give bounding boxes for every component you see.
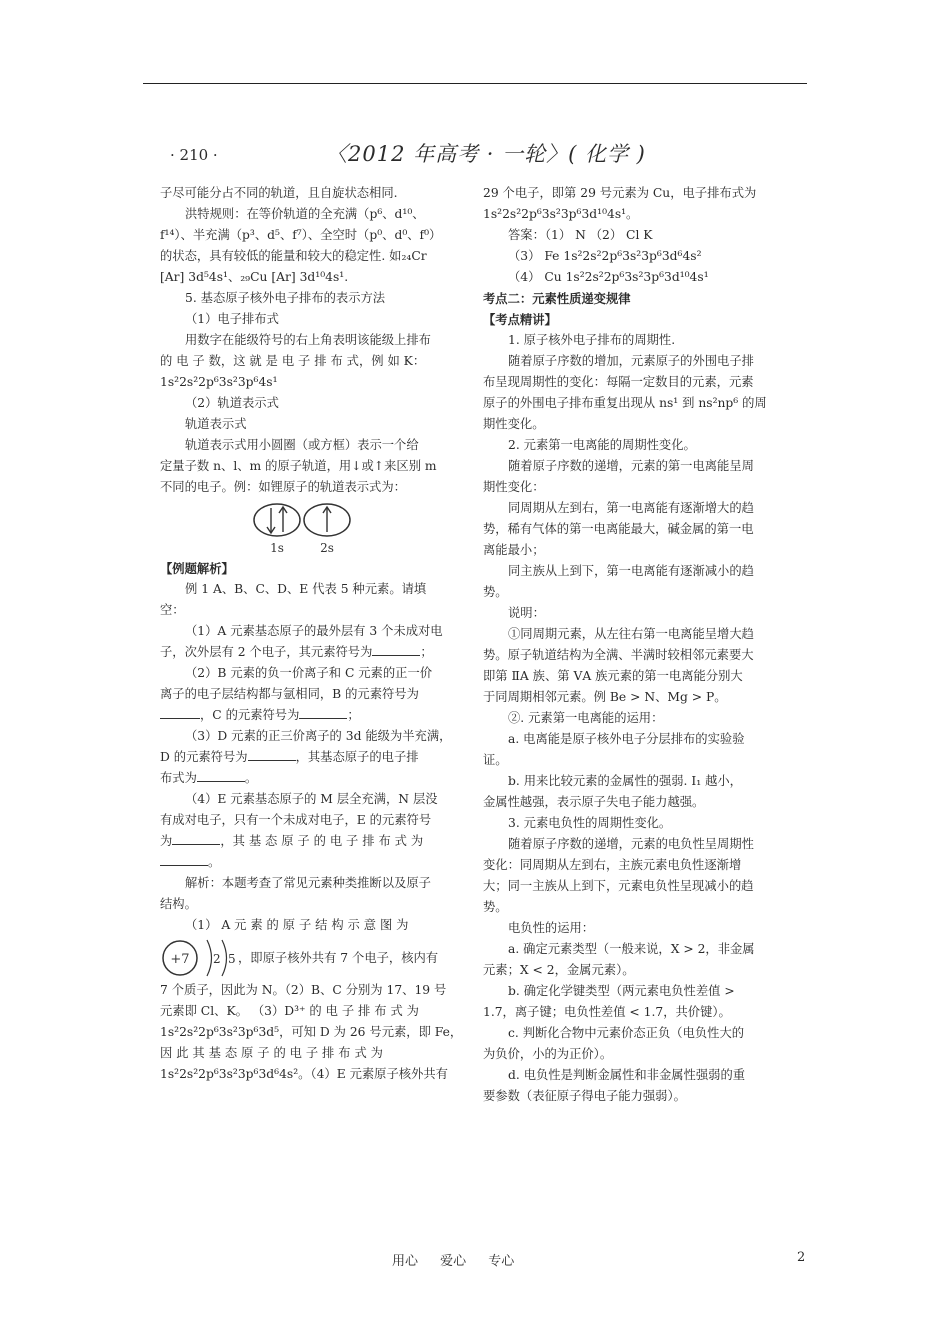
- answer-blank: [299, 706, 347, 719]
- text-line: 离能最小；: [483, 543, 545, 557]
- text-line: b. 确定化学键类型（两元素电负性差值 >: [508, 984, 735, 998]
- text-line: 势。: [483, 900, 508, 914]
- footer-page-number: 2: [797, 1250, 806, 1265]
- text-line: 随着原子序数的递增，元素的电负性呈周期性: [508, 837, 754, 851]
- text-line: 随着原子序数的递增，元素的第一电离能呈周: [508, 459, 754, 473]
- right-column: [483, 183, 779, 1107]
- text-line: 布式为 。: [160, 771, 258, 785]
- text-line: （4）E 元素基态原子的 M 层全充满，N 层没: [185, 792, 438, 806]
- answer-line: 答案：（1） N （2） Cl K: [508, 228, 653, 242]
- text-line: 例 1 A、B、C、D、E 代表 5 种元素。请填: [185, 582, 427, 596]
- text-line: 大；同一主族从上到下，元素电负性呈现减小的趋: [483, 879, 754, 893]
- text-line: 1s²2s²2p⁶3s²3p⁶3d¹⁰4s¹。: [483, 207, 639, 221]
- text-line: 为 ，其 基 态 原 子 的 电 子 排 布 式 为: [160, 834, 424, 848]
- text-line: 29 个电子，即第 29 号元素为 Cu，电子排布式为: [483, 186, 757, 200]
- left-column: [160, 183, 463, 1085]
- book-page-number: · 210 ·: [170, 146, 218, 164]
- orbital-label-1s: 1s: [270, 541, 284, 555]
- answer-blank: [160, 853, 208, 866]
- section-heading: 5. 基态原子核外电子排布的表示方法: [185, 291, 386, 305]
- text-line: （1） A 元 素 的 原 子 结 构 示 意 图 为: [185, 918, 409, 932]
- text-line: 期性变化：: [483, 480, 545, 494]
- nucleus-charge: +7: [170, 952, 190, 967]
- text-line: 1.7，离子键；电负性差值 < 1.7，共价键）。: [483, 1005, 731, 1019]
- text-line: 3. 元素电负性的周期性变化。: [508, 816, 672, 830]
- electron-config-example: 1s²2s²2p⁶3s²3p⁶4s¹: [160, 375, 278, 389]
- running-header-title: 〈2012 年高考 · 一轮〉( 化学 ): [326, 142, 646, 166]
- text-line: 势，稀有气体的第一电离能最大，碱金属的第一电: [483, 522, 754, 536]
- orbital-label-2s: 2s: [320, 541, 334, 555]
- text-line: 势。原子轨道结构为全满、半满时较相邻元素要大: [483, 648, 754, 662]
- text-line: （2）B 元素的负一价离子和 C 元素的正一价: [185, 666, 433, 680]
- text-line: ，C 的元素符号为 ；: [160, 705, 456, 726]
- text-line: 说明：: [508, 606, 545, 620]
- text-line: 金属性越强，表示原子失电子能力越强。: [483, 795, 705, 809]
- text-line: 2. 元素第一电离能的周期性变化。: [508, 438, 696, 452]
- text-line: 元素；X < 2，金属元素）。: [483, 963, 635, 977]
- text-line: 7 个质子，因此为 N。（2）B、C 分别为 17、19 号: [160, 983, 447, 997]
- header-rule: [143, 83, 807, 84]
- text-line: ①同周期元素，从左往右第一电离能呈增大趋: [508, 627, 754, 641]
- answer-line: （3） Fe 1s²2s²2p⁶3s²3p⁶3d⁶4s²: [508, 249, 702, 263]
- text-line: 为负价，小的为正价）。: [483, 1047, 613, 1061]
- text-line: a. 电离能是原子核外电子分层排布的实验验: [508, 732, 745, 746]
- text-line: 1s²2s²2p⁶3s²3p⁶3d⁵，可知 D 为 26 号元素，即 Fe，: [160, 1025, 463, 1039]
- spin-down-arrow: [267, 508, 275, 533]
- text-line: d. 电负性是判断金属性和非金属性强弱的重: [508, 1068, 746, 1082]
- text-line: 的 电 子 数，这 就 是 电 子 排 布 式，例 如 K：: [160, 354, 426, 368]
- text-line: c. 判断化合物中元素价态正负（电负性大的: [508, 1026, 745, 1040]
- orbital-1s-circle: [254, 504, 300, 536]
- text-line: 即第 ⅡA 族、第 ⅤA 族元素的第一电离能分别大: [483, 669, 743, 683]
- text-line: 随着原子序数的增加，元素原子的外围电子排: [508, 354, 754, 368]
- analysis-line: 解析：本题考查了常见元素种类推断以及原子: [185, 876, 431, 890]
- subsection-heading: （2）轨道表示式: [185, 396, 279, 410]
- text-line: 1s²2s²2p⁶3s²3p⁶3d⁶4s²。（4）E 元素原子核外共有: [160, 1067, 448, 1081]
- text-line: 有成对电子，只有一个未成对电子，E 的元素符号: [160, 813, 432, 827]
- text-line: 1. 原子核外电子排布的周期性.: [508, 333, 676, 347]
- text-line: （3）D 元素的正三价离子的 3d 能级为半充满，: [185, 729, 452, 743]
- text-line: 的状态，具有较低的能量和较大的稳定性. 如₂₄Cr: [160, 249, 427, 263]
- answer-blank: [248, 748, 296, 761]
- shell-electron-count: 2: [213, 952, 221, 966]
- text-line: （1）A 元素基态原子的最外层有 3 个未成对电: [185, 624, 443, 638]
- shell-electron-count: 5: [228, 952, 236, 966]
- section-heading: 考点二：元素性质递变规律: [483, 291, 631, 306]
- text-line: 元素即 Cl、K。 （3）D³⁺ 的 电 子 排 布 式 为: [160, 1004, 419, 1018]
- text-line: 电负性的运用：: [508, 921, 595, 935]
- text-line: 原子的外围电子排布重复出现从 ns¹ 到 ns²np⁶ 的周: [483, 396, 767, 410]
- text-line: 不同的电子。例：如锂原子的轨道表示式为：: [160, 480, 406, 494]
- text-line: b. 用来比较元素的金属性的强弱. I₁ 越小，: [508, 774, 742, 788]
- text-line: 于同周期相邻元素。例 Be > N、Mg > P。: [483, 690, 727, 704]
- nitrogen-atom-structure: [160, 936, 456, 980]
- text-line: D 的元素符号为 ，其基态原子的电子排: [160, 750, 419, 764]
- text-line: 子，次外层有 2 个电子，其元素符号为 ；: [160, 645, 433, 659]
- text-line: 用数字在能级符号的右上角表明该能级上排布: [185, 333, 431, 347]
- text-line: a. 确定元素类型（一般来说，X > 2，非金属: [508, 942, 755, 956]
- text-line: 子尽可能分占不同的轨道，且自旋状态相同.: [160, 186, 398, 200]
- answer-blank: [160, 706, 200, 719]
- text-line: 定量子数 n、l、m 的原子轨道，用↓或↑来区别 m: [160, 459, 437, 473]
- section-heading: 【考点精讲】: [483, 312, 557, 327]
- lithium-orbital-diagram: [160, 498, 456, 558]
- text-line: 离子的电子层结构都与氩相同，B 的元素符号为: [160, 687, 419, 701]
- text-line: 变化：同周期从左到右，主族元素电负性逐渐增: [483, 858, 742, 872]
- text-line: 期性变化。: [483, 417, 545, 431]
- text-line: 证。: [483, 753, 508, 767]
- text-line: 势。: [483, 585, 508, 599]
- electron-shell-arc: [207, 940, 212, 976]
- text-line: [Ar] 3d⁵4s¹、₂₉Cu [Ar] 3d¹⁰4s¹.: [160, 270, 349, 284]
- answer-blank: [172, 832, 220, 845]
- text-line: 空：: [160, 603, 185, 617]
- answer-line: （4） Cu 1s²2s²2p⁶3s²3p⁶3d¹⁰4s¹: [508, 270, 709, 284]
- answer-blank: [197, 769, 245, 782]
- text-line: 同周期从左到右，第一电离能有逐渐增大的趋: [508, 501, 754, 515]
- text-line: 轨道表示式用小圆圈（或方框）表示一个给: [185, 438, 419, 452]
- text-line: 因 此 其 基 态 原 子 的 电 子 排 布 式 为: [160, 1046, 383, 1060]
- spin-up-arrow: [279, 507, 287, 532]
- text-line: 结构。: [160, 897, 197, 911]
- subsection-heading: （1）电子排布式: [185, 312, 279, 326]
- example-heading: 【例题解析】: [160, 561, 234, 576]
- text-line: f¹⁴）、半充满（p³、d⁵、f⁷）、全空时（p⁰、d⁰、f⁰）: [160, 228, 442, 242]
- text-line: ②. 元素第一电离能的运用：: [508, 711, 664, 725]
- text-line: 轨道表示式: [185, 417, 247, 431]
- electron-shell-arc: [222, 940, 227, 976]
- text-line: 布呈现周期性的变化：每隔一定数目的元素，元素: [483, 375, 754, 389]
- answer-blank: [372, 643, 420, 656]
- text-line: 同主族从上到下，第一电离能有逐渐减小的趋: [508, 564, 754, 578]
- text-line: 。: [160, 852, 456, 873]
- text-line: ，即原子核外共有 7 个电子，核内有: [238, 951, 439, 965]
- footer-motto: 用心 爱心 专心: [392, 1254, 515, 1269]
- hund-rule-line: 洪特规则：在等价轨道的全充满（p⁶、d¹⁰、: [185, 207, 425, 221]
- text-line: 要参数（表征原子得电子能力强弱）。: [483, 1089, 686, 1103]
- spin-up-arrow: [323, 507, 331, 532]
